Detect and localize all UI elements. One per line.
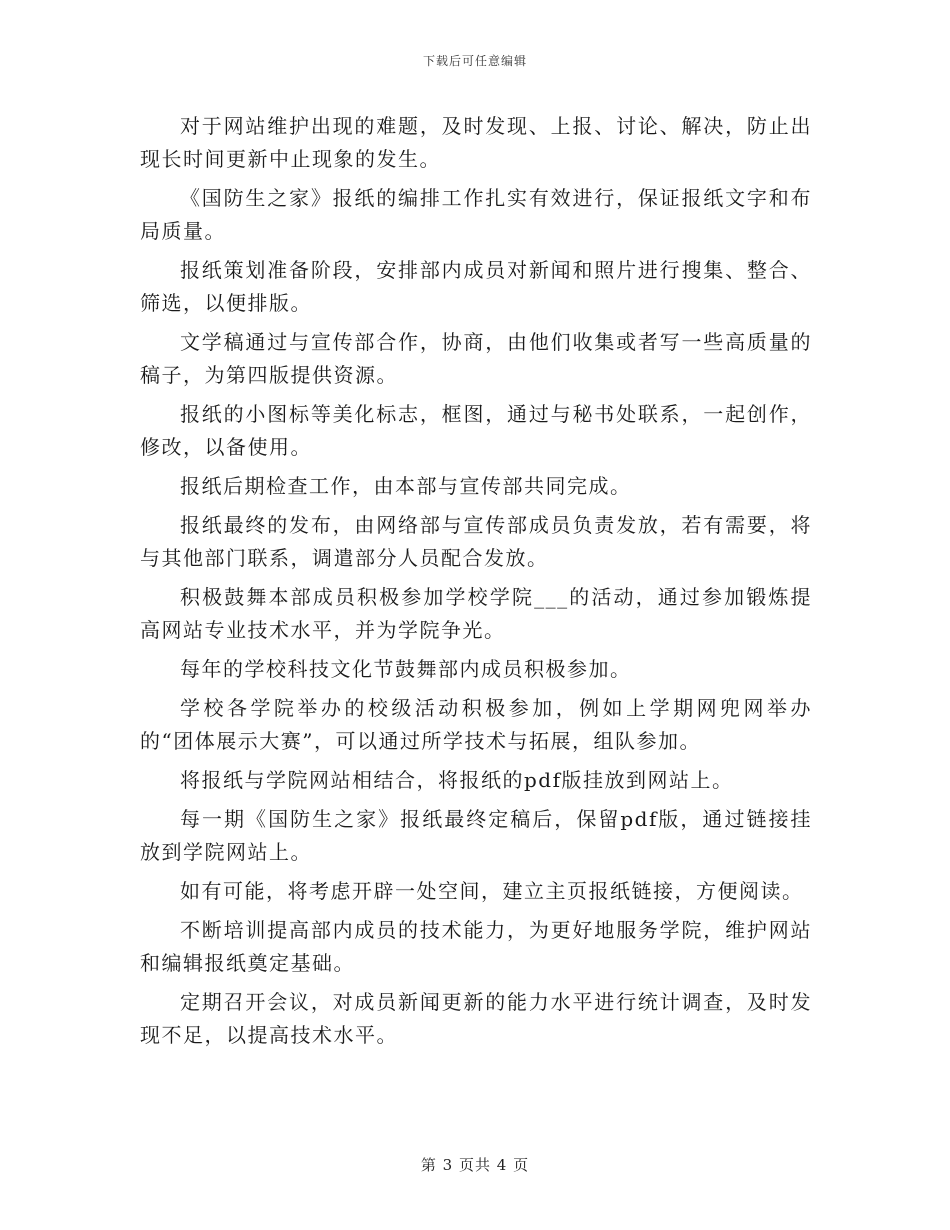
paragraph: 学校各学院举办的校级活动积极参加，例如上学期网兜网举办的“团体展示大赛”，可以通过所学技术与拓展，组队参加。 bbox=[140, 696, 812, 753]
paragraph: 报纸的小图标等美化标志，框图，通过与秘书处联系，一起创作，修改，以备使用。 bbox=[140, 402, 812, 459]
paragraph: 对于网站维护出现的难题，及时发现、上报、讨论、解决，防止出现长时间更新中止现象的发生。 bbox=[140, 114, 812, 171]
paragraph: 文学稿通过与宣传部合作，协商，由他们收集或者写一些高质量的稿子，为第四版提供资源。 bbox=[140, 330, 812, 387]
paragraph: 定期召开会议，对成员新闻更新的能力水平进行统计调查，及时发现不足，以提高技术水平。 bbox=[140, 990, 812, 1047]
document-body bbox=[140, 110, 812, 1058]
paragraph: 报纸最终的发布，由网络部与宣传部成员负责发放，若有需要，将与其他部门联系，调遣部分人员配合发放。 bbox=[140, 513, 812, 570]
paragraph: 报纸策划准备阶段，安排部内成员对新闻和照片进行搜集、整合、筛选，以便排版。 bbox=[140, 258, 812, 315]
paragraph: 每年的学校科技文化节鼓舞部内成员积极参加。 bbox=[180, 657, 632, 681]
paragraph: 将报纸与学院网站相结合，将报纸的pdf版挂放到网站上。 bbox=[180, 768, 734, 792]
page-number: 第 3 页共 4 页 bbox=[420, 1156, 530, 1174]
paragraph: 积极鼓舞本部成员积极参加学校学院___的活动，通过参加锻炼提高网站专业技术水平，并为学院争光。 bbox=[140, 585, 812, 642]
page-header: 下载后可任意编辑 bbox=[422, 54, 527, 68]
paragraph: 不断培训提高部内成员的技术能力，为更好地服务学院，维护网站和编辑报纸奠定基础。 bbox=[140, 918, 812, 975]
paragraph: 如有可能，将考虑开辟一处空间，建立主页报纸链接，方便阅读。 bbox=[180, 879, 804, 903]
paragraph: 每一期《国防生之家》报纸最终定稿后，保留pdf版，通过链接挂放到学院网站上。 bbox=[140, 807, 812, 864]
paragraph: 《国防生之家》报纸的编排工作扎实有效进行，保证报纸文字和布局质量。 bbox=[140, 186, 812, 243]
paragraph: 报纸后期检查工作，由本部与宣传部共同完成。 bbox=[180, 474, 632, 498]
